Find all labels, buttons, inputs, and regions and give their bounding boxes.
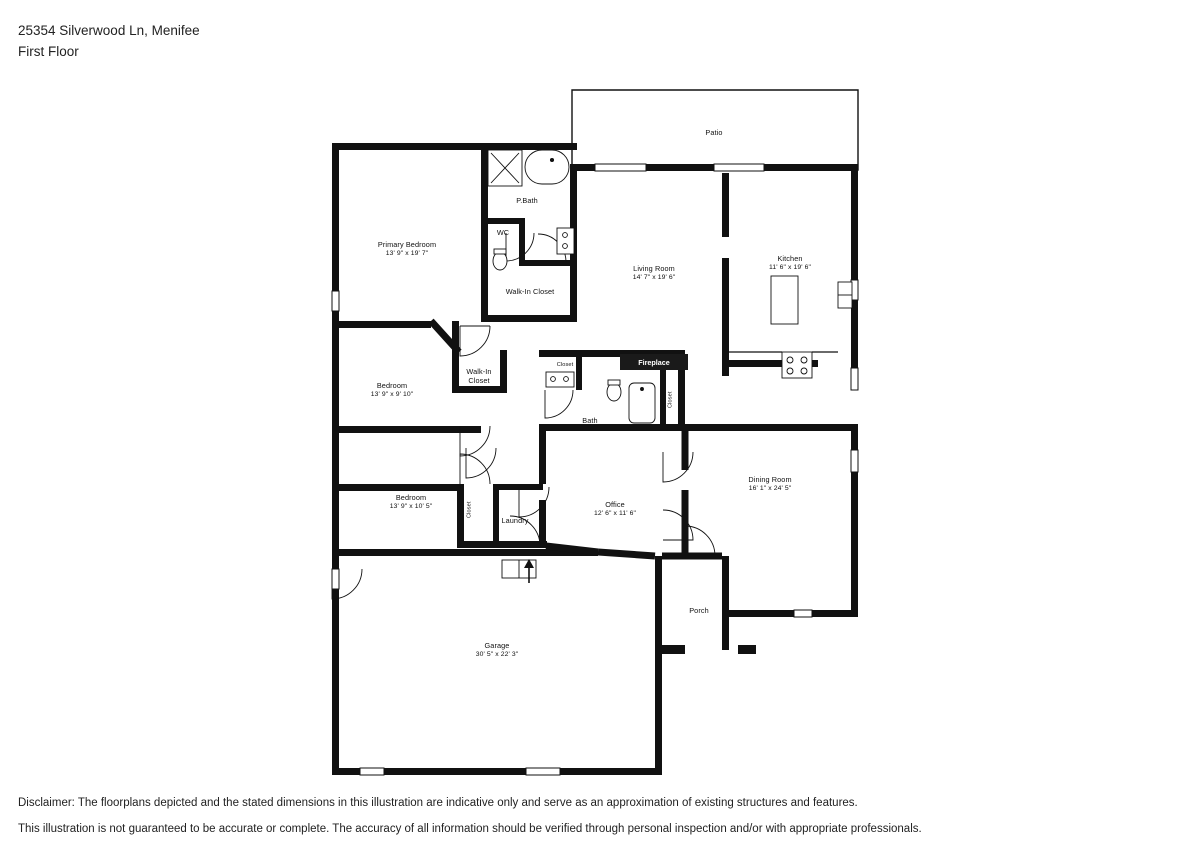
room-label-patio: Patio (705, 128, 723, 137)
room-label-primary-bedroom: Primary Bedroom 13' 9" x 19' 7" (377, 240, 437, 258)
room-label-wc: WC (496, 228, 510, 237)
room-label-walk-in-closet: Walk-In Closet (505, 287, 555, 296)
plan-disclaimer (18, 790, 1178, 842)
tub-fixture (525, 150, 569, 184)
room-label-bedroom-2: Bedroom 13' 9" x 10' 5" (389, 493, 433, 511)
room-label-living-room: Living Room 14' 7" x 19' 6" (632, 264, 676, 282)
kitchen-island (771, 276, 798, 324)
toilet-2-fixture (607, 383, 621, 401)
room-label-garage: Garage 30' 5" x 22' 3" (475, 641, 519, 659)
closet-label-3: Closet (466, 501, 473, 518)
floor-label: First Floor (18, 44, 79, 59)
cooktop (782, 352, 812, 378)
room-label-porch: Porch (689, 606, 709, 615)
vanity-fixture (557, 228, 574, 254)
toilet-fixture (493, 252, 507, 270)
closet-label-1: Closet (556, 362, 574, 368)
property-address: 25354 Silverwood Ln, Menifee (18, 23, 200, 38)
closet-label-2: Closet (667, 391, 674, 408)
room-label-dining-room: Dining Room 16' 1" x 24' 5" (748, 475, 792, 493)
room-label-bedroom-1: Bedroom 13' 9" x 9' 10" (370, 381, 414, 399)
room-label-office: Office 12' 6" x 11' 6" (593, 500, 637, 518)
disclaimer-line-2: This illustration is not guaranteed to be accurate or complete. The accuracy of all information should be verified through personal inspection and/or with appropriate professionals. (18, 823, 922, 835)
room-label-bath: Bath (582, 416, 598, 425)
fireplace-label: Fireplace (638, 358, 670, 367)
room-label-kitchen: Kitchen 11' 6" x 19' 6" (768, 254, 812, 272)
room-label-laundry: Laundry (501, 516, 529, 525)
room-label-walk-in-closet-2: Walk-In Closet (466, 367, 492, 386)
disclaimer-line-1: Disclaimer: The floorplans depicted and the stated dimensions in this illustration are indicative only and serve as an approximation of existing structures and features. (18, 797, 858, 809)
room-label-pbath: P.Bath (516, 196, 538, 205)
exterior-walls (332, 143, 858, 775)
